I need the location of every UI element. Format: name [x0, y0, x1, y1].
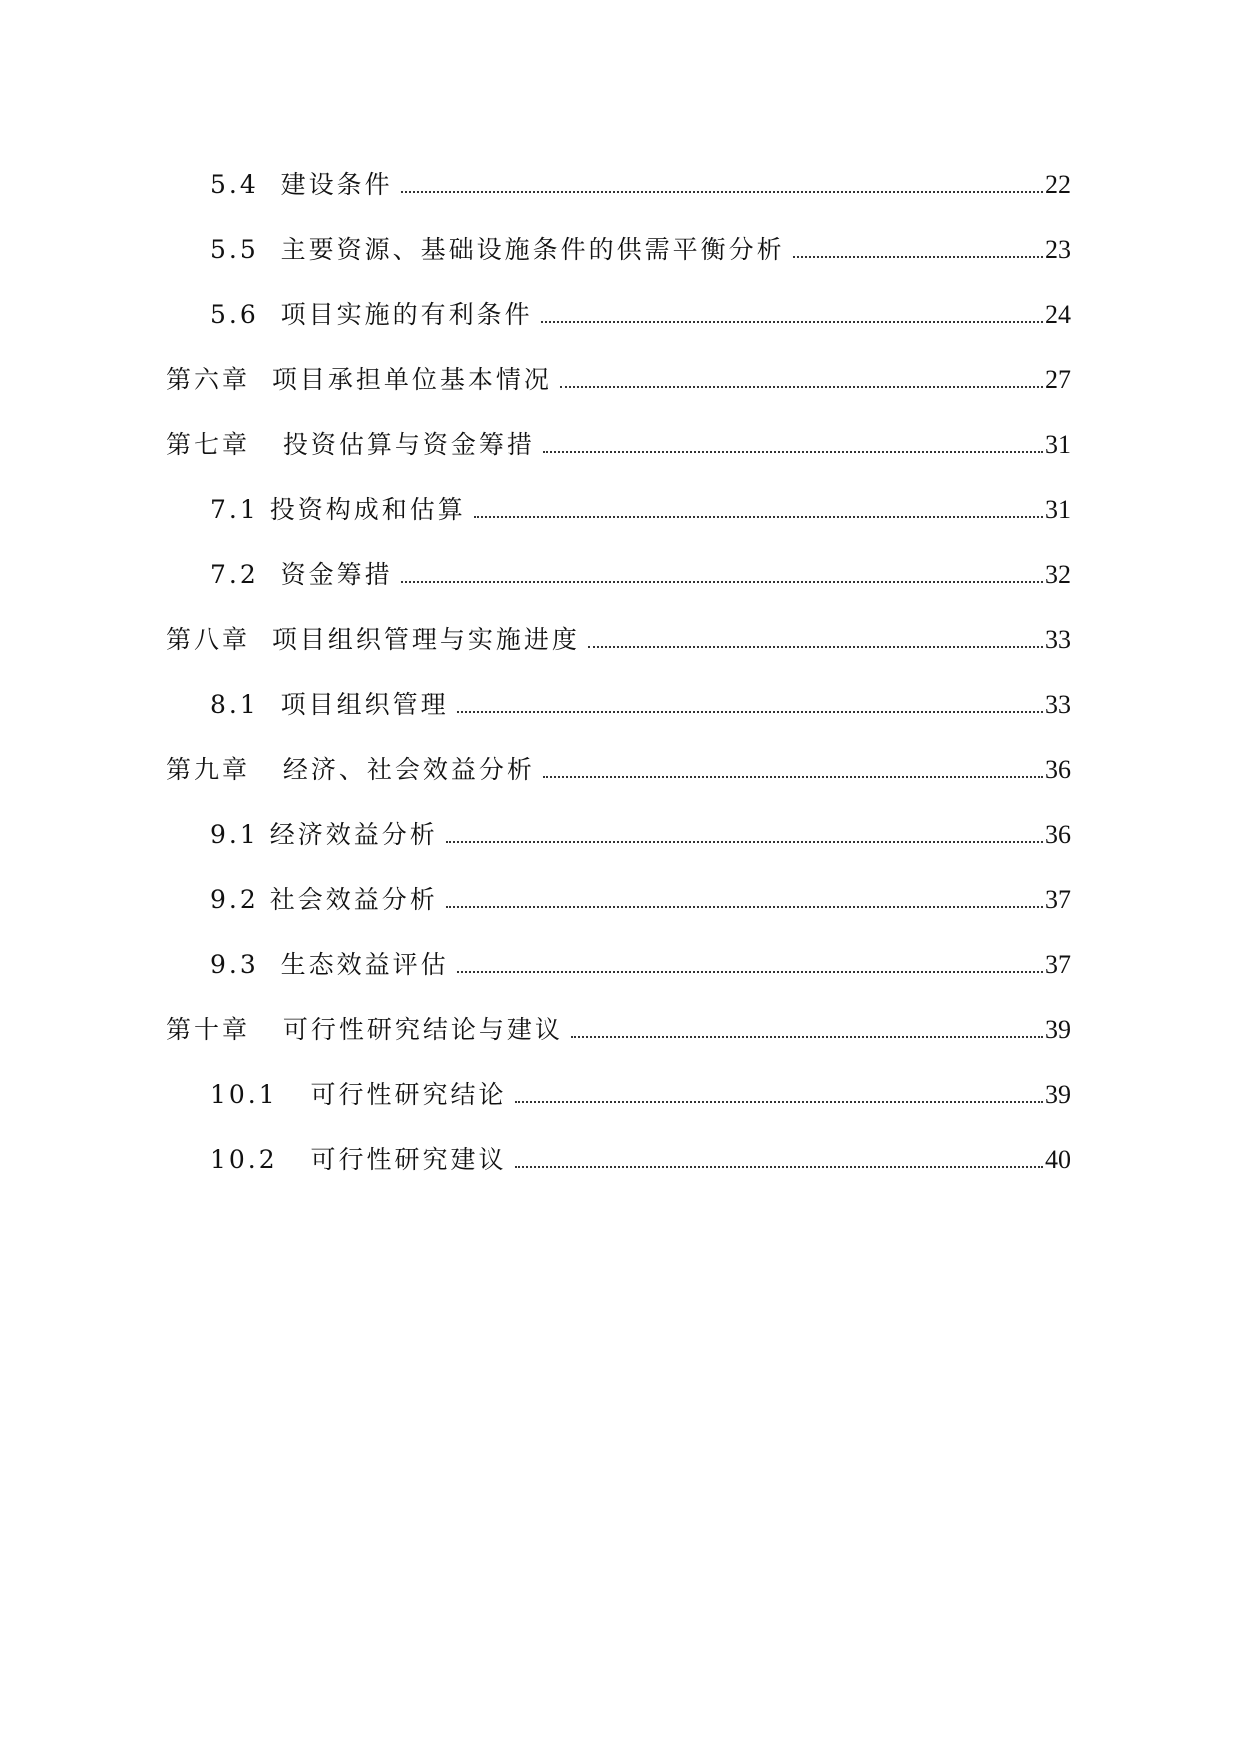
- toc-dot-leader: [543, 776, 1043, 778]
- toc-entry-title: 9.3 生态效益评估: [210, 950, 449, 979]
- toc-dot-leader: [541, 321, 1043, 323]
- toc-page-number: 37: [1045, 885, 1071, 914]
- toc-page-number: 33: [1045, 625, 1071, 654]
- toc-page-number: 33: [1045, 690, 1071, 719]
- toc-page-number: 31: [1045, 495, 1071, 524]
- toc-entry-chapter-9[interactable]: [166, 745, 1071, 785]
- toc-entry-5-6[interactable]: [210, 290, 1071, 330]
- toc-entry-9-3[interactable]: [210, 940, 1071, 980]
- toc-entry-7-2[interactable]: [210, 550, 1071, 590]
- toc-entry-title: 7.2 资金筹措: [210, 560, 393, 589]
- toc-entry-chapter-8[interactable]: [166, 615, 1071, 655]
- toc-dot-leader: [543, 451, 1043, 453]
- toc-dot-leader: [588, 646, 1043, 648]
- toc-entry-chapter-6[interactable]: [166, 355, 1071, 395]
- toc-page-number: 36: [1045, 820, 1071, 849]
- toc-dot-leader: [793, 256, 1043, 258]
- toc-dot-leader: [446, 841, 1043, 843]
- toc-entry-title: 10.1 可行性研究结论: [210, 1080, 507, 1109]
- toc-entry-title: 第七章 投资估算与资金筹措: [166, 430, 535, 459]
- toc-entry-8-1[interactable]: [210, 680, 1071, 720]
- toc-page-number: 23: [1045, 235, 1071, 264]
- toc-entry-title: 5.6 项目实施的有利条件: [210, 300, 533, 329]
- toc-page-number: 24: [1045, 300, 1071, 329]
- toc-entry-title: 5.4 建设条件: [210, 170, 393, 199]
- toc-page-number: 31: [1045, 430, 1071, 459]
- toc-page-number: 22: [1045, 170, 1071, 199]
- toc-entry-7-1[interactable]: [210, 485, 1071, 525]
- toc-dot-leader: [401, 581, 1043, 583]
- toc-page-number: 36: [1045, 755, 1071, 784]
- toc-page-number: 37: [1045, 950, 1071, 979]
- toc-entry-10-1[interactable]: [210, 1070, 1071, 1110]
- toc-page-number: 40: [1045, 1145, 1071, 1174]
- toc-entry-title: 5.5 主要资源、基础设施条件的供需平衡分析: [210, 235, 785, 264]
- toc-entry-title: 第十章 可行性研究结论与建议: [166, 1015, 563, 1044]
- toc-dot-leader: [560, 386, 1043, 388]
- toc-entry-5-5[interactable]: [210, 225, 1071, 265]
- toc-entry-5-4[interactable]: [210, 160, 1071, 200]
- toc-page-number: 27: [1045, 365, 1071, 394]
- toc-entry-title: 10.2 可行性研究建议: [210, 1145, 507, 1174]
- toc-dot-leader: [457, 711, 1043, 713]
- toc-entry-title: 9.2 社会效益分析: [210, 885, 438, 914]
- toc-page-number: 39: [1045, 1080, 1071, 1109]
- toc-entry-title: 9.1 经济效益分析: [210, 820, 438, 849]
- toc-entry-chapter-10[interactable]: [166, 1005, 1071, 1045]
- toc-entry-title: 7.1 投资构成和估算: [210, 495, 466, 524]
- toc-entry-9-2[interactable]: [210, 875, 1071, 915]
- toc-page-number: 32: [1045, 560, 1071, 589]
- toc-dot-leader: [401, 191, 1043, 193]
- toc-page-number: 39: [1045, 1015, 1071, 1044]
- toc-dot-leader: [515, 1166, 1043, 1168]
- toc-entry-9-1[interactable]: [210, 810, 1071, 850]
- toc-entry-title: 第九章 经济、社会效益分析: [166, 755, 535, 784]
- toc-entry-title: 8.1 项目组织管理: [210, 690, 449, 719]
- toc-dot-leader: [515, 1101, 1043, 1103]
- toc-entry-10-2[interactable]: [210, 1135, 1071, 1175]
- toc-dot-leader: [457, 971, 1043, 973]
- toc-entry-title: 第八章 项目组织管理与实施进度: [166, 625, 580, 654]
- toc-entry-chapter-7[interactable]: [166, 420, 1071, 460]
- toc-dot-leader: [474, 516, 1043, 518]
- toc-entry-title: 第六章 项目承担单位基本情况: [166, 365, 552, 394]
- toc-dot-leader: [571, 1036, 1043, 1038]
- toc-dot-leader: [446, 906, 1043, 908]
